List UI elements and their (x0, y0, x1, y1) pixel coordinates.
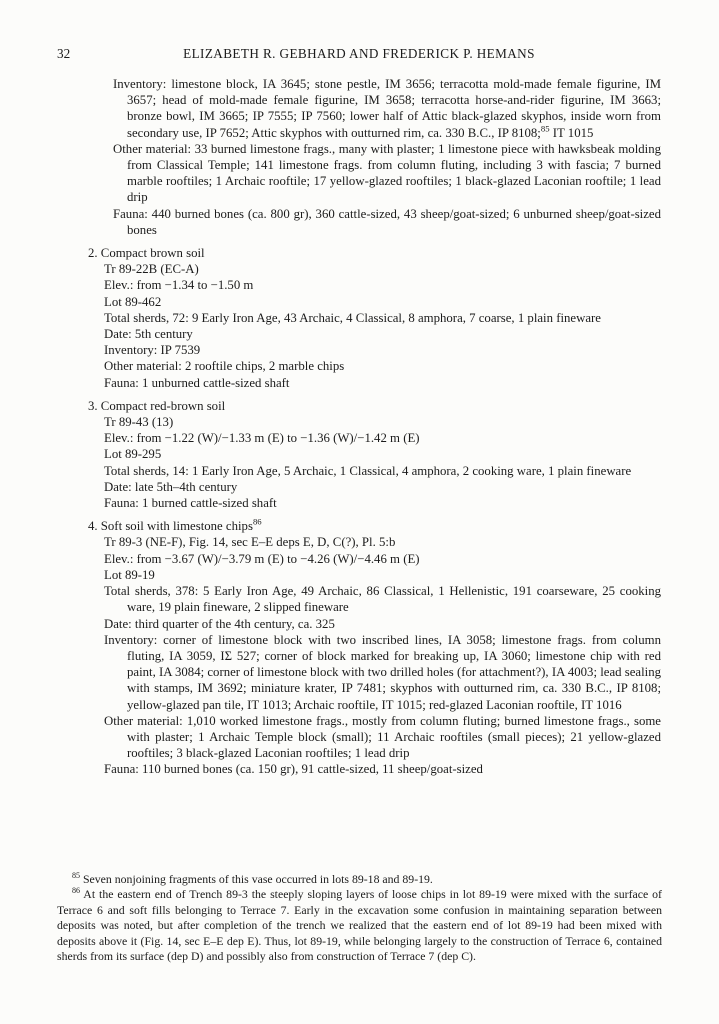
ent3-lot: Lot 89-295 (104, 447, 162, 462)
entry2-total-sherds: Total sherds, 72: 9 Early Iron Age, 43 Archaic, 4 Classical, 8 amphora, 7 coarse, 1 plain fineware (104, 310, 601, 325)
entry3-date: Date: late 5th–4th century (104, 479, 238, 494)
entry4-heading (88, 518, 661, 534)
entry1-inventory-tail: IT 1015 (549, 125, 594, 140)
entry2-fauna: Fauna: 1 unburned cattle-sized shaft (104, 375, 290, 390)
footnote-ref-86: 86 (252, 517, 262, 528)
entry3-fauna: Fauna: 1 burned cattle-sized shaft (104, 496, 277, 511)
entry1-inventory-text: Inventory: limestone block, IA 3645; stone pestle, IM 3656; terracotta mold-made female figurine, IM 3657; head of mold-made female figurine, IM 3658; terracotta horse-and-rider figurine, IM 3663; bronze bowl, IM 3665; IP 7555; IP 7560; lower half of Attic black-glazed skyphos, inside worn from secondary use, IP 7652; Attic skyphos with outturned rim, ca. 330 B.C., IP 8108; (113, 77, 661, 140)
footnote-85 (57, 872, 662, 887)
footnote-85-text: Seven nonjoining fragments of this vase occurred in lots 89-18 and 89-19. (80, 872, 433, 886)
entry1-fauna: Fauna: 440 burned bones (ca. 800 gr), 360 cattle-sized, 43 sheep/goat-sized; 6 unburned sheep/goat-sized bones (113, 206, 661, 237)
footnote-86-text: At the eastern end of Trench 89-3 the steeply sloping layers of loose chips in lot 89-19 were mixed with the surface of Terrace 6 and soft fills belonging to Terrace 7. Early in the excavation some confusion in maintaining separation between deposits was noted, but after completion of the trench we realized that the eastern end of lot 89-19 had been mixed with deposits above it (Fig. 14, sec E–E dep E). Thus, lot 89-19, while belonging largely to the construction of Terrace 6, contained sherds from its surface (dep D) and possibly also from construction of Terrace 7 (dep C). (57, 887, 662, 964)
entry4-total-sherds: Total sherds, 378: 5 Early Iron Age, 49 Archaic, 86 Classical, 1 Hellenistic, 191 coarseware, 25 cooking ware, 19 plain fineware, 2 slipped fineware (104, 584, 661, 615)
footnotes (57, 872, 662, 964)
entry3-trench: Tr 89-43 (13) (104, 415, 174, 430)
running-header (57, 46, 661, 64)
entry4-lot: Lot 89-19 (104, 567, 155, 582)
footnote-ref-85: 85 (540, 123, 550, 134)
entry2-elevation: Elev.: from −1.34 to −1.50 m (104, 278, 254, 293)
footnote-86 (57, 887, 662, 964)
entry4-trench: Tr 89-3 (NE-F), Fig. 14, sec E–E deps E, D, C(?), Pl. 5:b (104, 535, 396, 550)
footnote-85-number: 85 (72, 871, 81, 881)
entry4-fauna: Fauna: 110 burned bones (ca. 150 gr), 91 cattle-sized, 11 sheep/goat-sized (104, 762, 483, 777)
entry3-heading: 3. Compact red-brown soil (88, 398, 226, 413)
entry2-other-material: Other material: 2 rooftile chips, 2 marble chips (104, 359, 345, 374)
entry3-total-sherds: Total sherds, 14: 1 Early Iron Age, 5 Archaic, 1 Classical, 4 amphora, 2 cooking ware, 1 plain fineware (104, 463, 632, 478)
entry1-inventory (57, 76, 661, 141)
page-number: 32 (57, 46, 71, 61)
entry2-inventory: Inventory: IP 7539 (104, 343, 201, 358)
entry2-heading: 2. Compact brown soil (88, 246, 205, 261)
entry4-date: Date: third quarter of the 4th century, ca. 325 (104, 616, 335, 631)
entry2-trench: Tr 89-22B (EC-A) (104, 262, 199, 277)
entry4-heading-text: 4. Soft soil with limestone chips (88, 519, 253, 534)
entry1-other-material: Other material: 33 burned limestone frags., many with plaster; 1 limestone piece with hawksbeak molding from Classical Temple; 141 limestone frags. from column fluting, including 3 with fascia; 7 burned marble rooftiles; 1 Archaic rooftile; 17 yellow-glazed rooftiles; 1 black-glazed Laconian rooftile; 1 lead drip (113, 141, 661, 205)
entry3-elevation: Elev.: from −1.22 (W)/−1.33 m (E) to −1.36 (W)/−1.42 m (E) (104, 431, 420, 446)
entry2-lot: Lot 89-462 (104, 294, 162, 309)
running-head-title: ELIZABETH R. GEBHARD AND FREDERICK P. HEMANS (183, 46, 535, 61)
entry4-other-material: Other material: 1,010 worked limestone frags., mostly from column fluting; burned limestone frags., some with plaster; 1 Archaic Temple block (small); 11 Archaic rooftiles (small pieces); 21 yellow-glazed rooftiles; 3 black-glazed Laconian rooftiles; 1 lead drip (104, 713, 661, 761)
body-text (57, 76, 661, 778)
entry4-elevation: Elev.: from −3.67 (W)/−3.79 m (E) to −4.26 (W)/−4.46 m (E) (104, 551, 420, 566)
entry4-inventory: Inventory: corner of limestone block with two inscribed lines, IA 3058; limestone frags. from column fluting, IA 3059, IΣ 527; corner of block marked for breaking up, IA 3060; limestone chip with red paint, IA 3084; corner of limestone block with two drilled holes (for attachment?), IA 4003; lead sealing with stamps, IM 3692; miniature krater, IP 7481; skyphos with outturned rim, ca. 330 B.C., IP 8108; yellow-glazed pan tile, IT 1013; Archaic rooftile, IT 1015; red-glazed Laconian rooftile, IT 1016 (104, 632, 661, 712)
entry2-date: Date: 5th century (104, 327, 193, 342)
footnote-86-number: 86 (72, 886, 81, 896)
